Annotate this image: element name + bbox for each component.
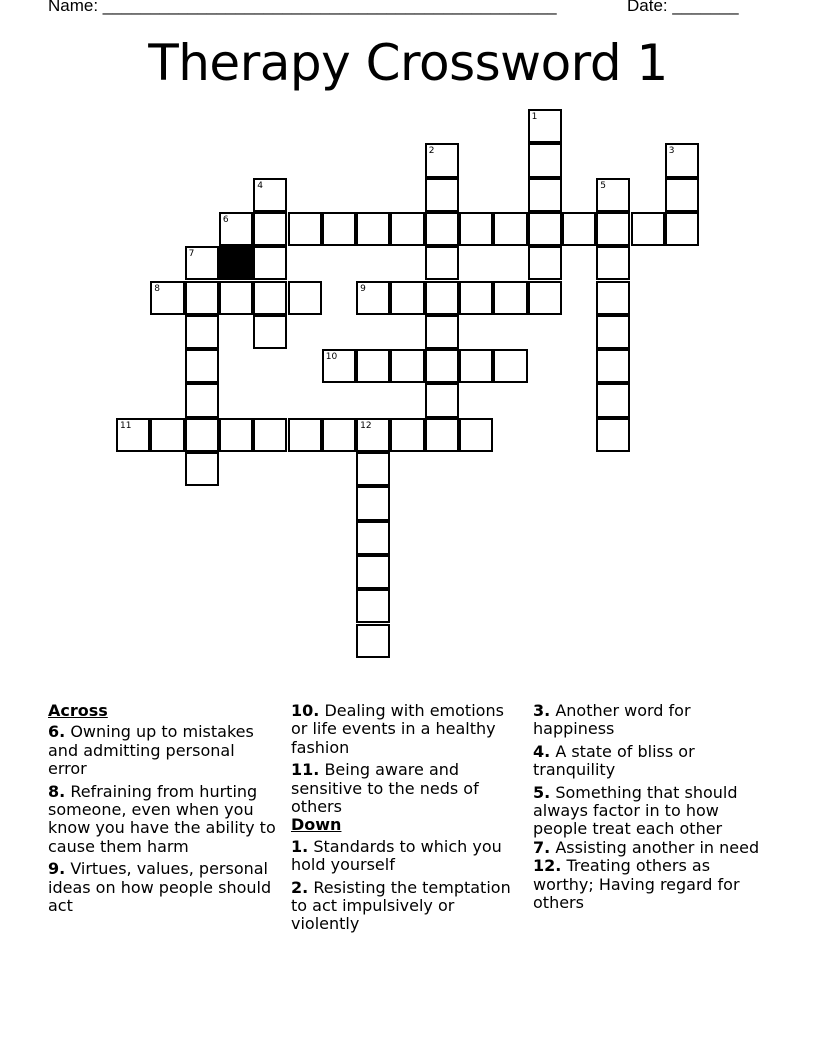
grid-cell[interactable] (219, 281, 253, 315)
grid-cell[interactable] (185, 281, 219, 315)
grid-cell[interactable] (356, 452, 390, 486)
date-field-label: Date: _______ (627, 0, 739, 15)
clue-number: 2. (291, 877, 309, 897)
grid-cell[interactable] (425, 281, 459, 315)
clue-across-6 (48, 723, 278, 778)
grid-cell[interactable] (596, 212, 630, 246)
clue-text: Treating others as worthy; Having regard for others (533, 856, 740, 913)
grid-cell[interactable] (253, 281, 287, 315)
grid-cell[interactable] (253, 212, 287, 246)
grid-cell[interactable] (219, 418, 253, 452)
grid-cell[interactable] (150, 418, 184, 452)
grid-cell[interactable] (528, 246, 562, 280)
grid-cell[interactable] (528, 143, 562, 177)
clue-down-1 (291, 838, 521, 875)
clue-text: Something that should always factor in to how people treat each other (533, 782, 738, 839)
grid-cell[interactable] (459, 281, 493, 315)
cell-number: 10 (325, 352, 338, 363)
clue-number: 6. (48, 722, 66, 742)
grid-cell[interactable] (185, 315, 219, 349)
grid-cell[interactable] (596, 246, 630, 280)
grid-cell[interactable] (356, 521, 390, 555)
clue-down-2 (291, 879, 521, 934)
clue-text: Refraining from hurting someone, even when you know you have the ability to cause them harm (48, 781, 276, 856)
clue-number: 7. (533, 837, 551, 857)
across-heading: Across (48, 701, 108, 720)
clue-down-7 (533, 839, 761, 857)
clue-across-11 (291, 761, 521, 816)
clue-text: Another word for happiness (533, 701, 691, 739)
grid-cell[interactable] (185, 349, 219, 383)
grid-cell[interactable] (356, 589, 390, 623)
cell-number: 11 (120, 420, 132, 431)
grid-cell[interactable] (493, 349, 527, 383)
grid-cell[interactable] (356, 349, 390, 383)
clue-across-8 (48, 783, 278, 857)
name-field-label: Name: ________________________________________________ (48, 0, 557, 15)
clue-text: Owning up to mistakes and admitting personal error (48, 722, 254, 779)
clue-across-10 (291, 702, 521, 757)
clue-text: Standards to which you hold yourself (291, 836, 502, 875)
grid-cell[interactable] (116, 418, 150, 452)
clue-text: Being aware and sensitive to the neds of others (291, 760, 479, 817)
grid-cell[interactable] (631, 212, 665, 246)
grid-cell[interactable] (528, 109, 562, 143)
grid-cell[interactable] (596, 349, 630, 383)
grid-cell[interactable] (665, 212, 699, 246)
clue-number: 11. (291, 760, 320, 780)
page-title: Therapy Crossword 1 (148, 34, 668, 92)
grid-cell[interactable] (459, 212, 493, 246)
cell-number: 2 (428, 146, 435, 157)
grid-cell[interactable] (493, 281, 527, 315)
grid-cell[interactable] (288, 212, 322, 246)
grid-cell[interactable] (356, 212, 390, 246)
grid-cell[interactable] (356, 418, 390, 452)
cell-number: 1 (531, 112, 538, 122)
clues-column-1 (48, 702, 278, 919)
black-cell (219, 246, 253, 280)
grid-cell[interactable] (425, 212, 459, 246)
grid-cell[interactable] (665, 178, 699, 212)
grid-cell[interactable] (425, 178, 459, 212)
grid-cell[interactable] (425, 383, 459, 417)
grid-cell[interactable] (390, 349, 424, 383)
grid-cell[interactable] (425, 246, 459, 280)
grid-cell[interactable] (528, 178, 562, 212)
grid-cell[interactable] (562, 212, 596, 246)
grid-cell[interactable] (253, 178, 287, 212)
grid-cell[interactable] (253, 418, 287, 452)
grid-cell[interactable] (356, 624, 390, 658)
clue-number: 10. (291, 701, 320, 720)
cell-number: 7 (188, 249, 195, 260)
clue-down-5 (533, 784, 761, 839)
clues-column-3 (533, 702, 761, 916)
clue-number: 3. (533, 701, 551, 720)
clue-text: Assisting another in need (555, 837, 760, 857)
grid-cell[interactable] (390, 212, 424, 246)
cell-number: 5 (600, 180, 606, 191)
grid-cell[interactable] (185, 418, 219, 452)
grid-cell[interactable] (425, 349, 459, 383)
grid-cell[interactable] (665, 143, 699, 177)
grid-cell[interactable] (288, 281, 322, 315)
grid-cell[interactable] (425, 418, 459, 452)
grid-cell[interactable] (390, 418, 424, 452)
grid-cell[interactable] (356, 281, 390, 315)
grid-cell[interactable] (528, 212, 562, 246)
cell-number: 6 (222, 214, 229, 225)
grid-cell[interactable] (596, 281, 630, 315)
grid-cell[interactable] (356, 486, 390, 520)
clue-text: A state of bliss or tranquility (533, 741, 695, 780)
clue-across-9 (48, 860, 278, 915)
grid-cell[interactable] (150, 281, 184, 315)
grid-cell[interactable] (185, 383, 219, 417)
grid-cell[interactable] (288, 418, 322, 452)
cell-number: 4 (257, 180, 263, 191)
grid-cell[interactable] (425, 315, 459, 349)
cell-number: 8 (154, 283, 161, 294)
grid-cell[interactable] (322, 212, 356, 246)
grid-cell[interactable] (185, 452, 219, 486)
clue-down-4 (533, 743, 761, 780)
clue-text: Virtues, values, personal ideas on how people should act (48, 859, 272, 916)
clue-number: 8. (48, 781, 66, 801)
grid-cell[interactable] (425, 143, 459, 177)
grid-cell[interactable] (596, 178, 630, 212)
grid-cell[interactable] (185, 246, 219, 280)
grid-cell[interactable] (322, 418, 356, 452)
clue-number: 12. (533, 856, 562, 876)
clue-number: 4. (533, 741, 551, 761)
grid-cell[interactable] (356, 555, 390, 589)
grid-cell[interactable] (459, 349, 493, 383)
clue-text: Resisting the temptation to act impulsively or violently (291, 877, 511, 934)
clue-number: 1. (291, 836, 309, 856)
grid-cell[interactable] (253, 246, 287, 280)
cell-number: 9 (360, 283, 366, 294)
clues-column-2 (291, 702, 521, 938)
grid-cell[interactable] (493, 212, 527, 246)
grid-cell[interactable] (596, 418, 630, 452)
down-heading: Down (291, 815, 342, 835)
cell-number: 12 (360, 420, 372, 431)
grid-cell[interactable] (219, 212, 253, 246)
grid-cell[interactable] (596, 315, 630, 349)
grid-cell[interactable] (596, 383, 630, 417)
clue-number: 9. (48, 859, 66, 879)
grid-cell[interactable] (390, 281, 424, 315)
grid-cell[interactable] (322, 349, 356, 383)
grid-cell[interactable] (528, 281, 562, 315)
grid-cell[interactable] (459, 418, 493, 452)
grid-cell[interactable] (253, 315, 287, 349)
clue-down-12 (533, 857, 761, 912)
clue-text: Dealing with emotions or life events in a healthy fashion (291, 701, 504, 757)
cell-number: 3 (668, 146, 675, 157)
clue-down-3 (533, 702, 761, 739)
clue-number: 5. (533, 782, 551, 802)
